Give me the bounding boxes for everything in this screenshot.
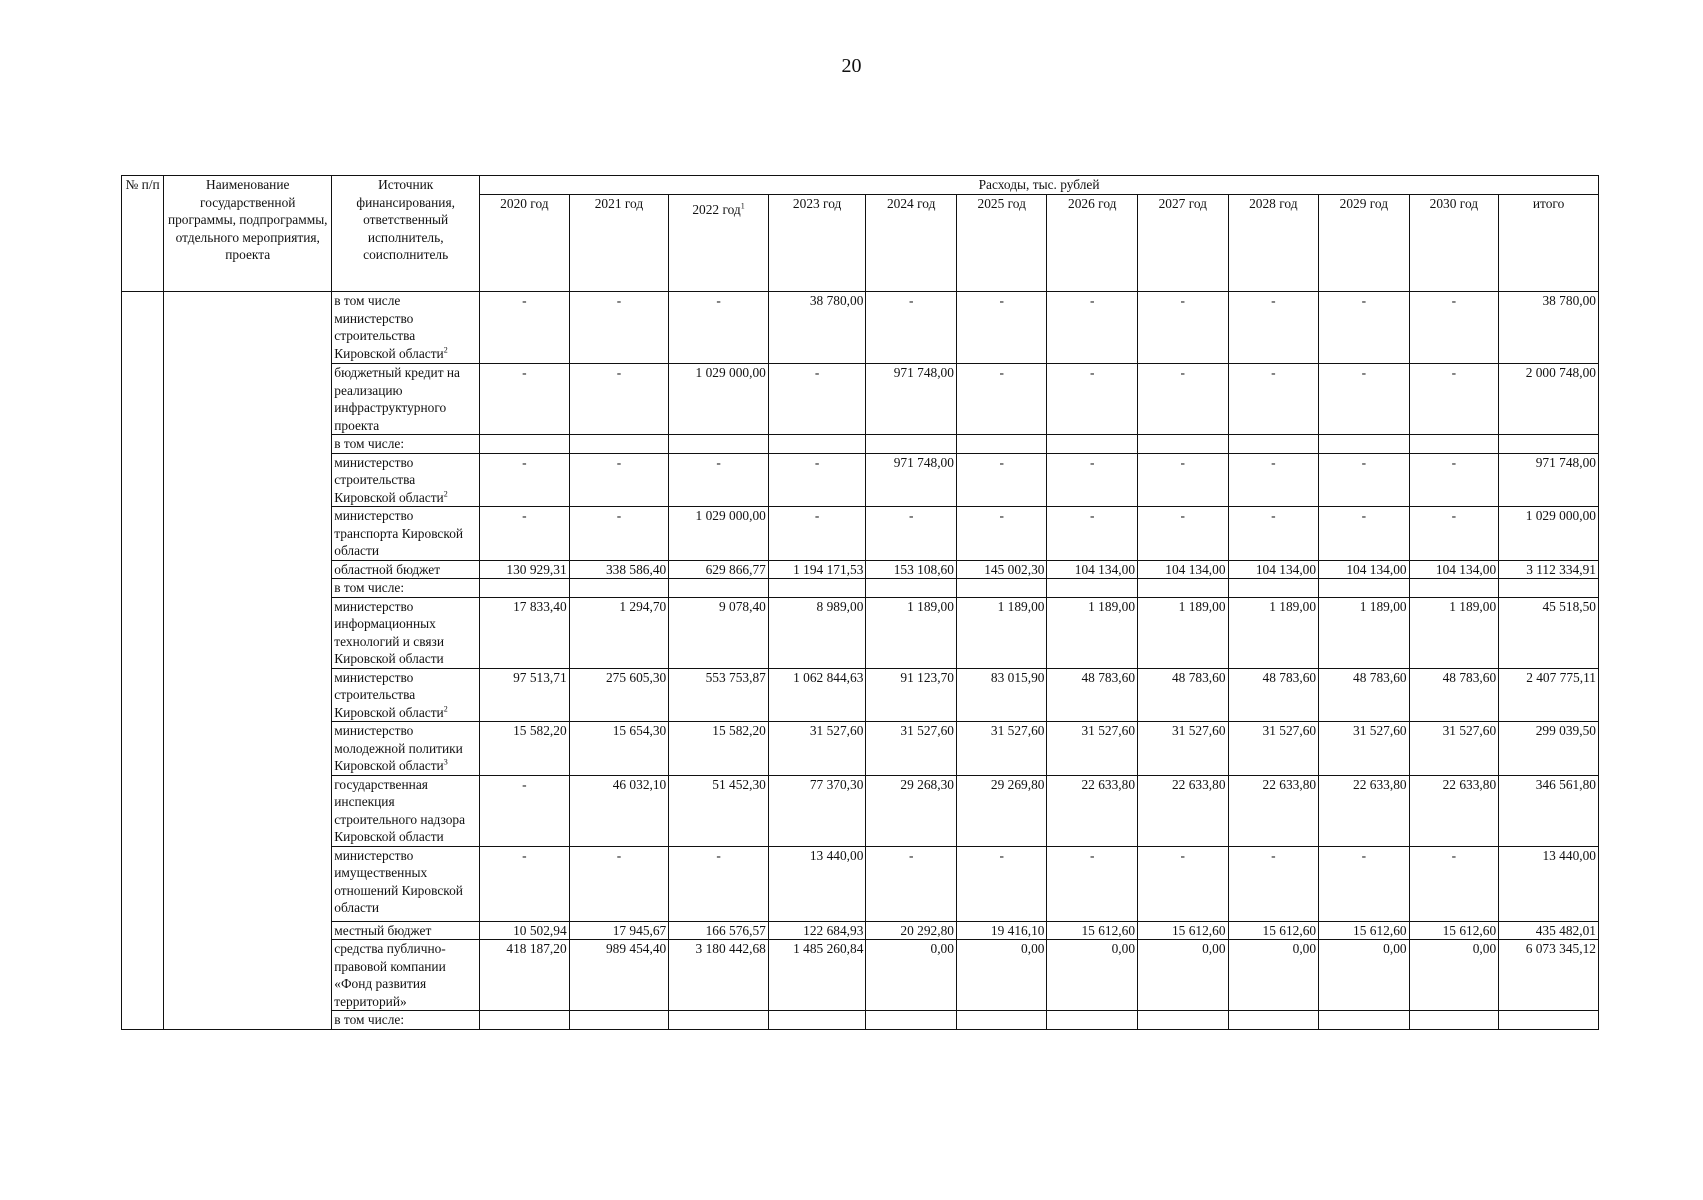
funding-source-cell — [332, 453, 480, 507]
amount-cell: - — [1047, 846, 1138, 921]
amount-cell — [669, 579, 769, 598]
amount-cell: 31 527,60 — [1319, 722, 1410, 776]
header-name: Наименование государственной программы, подпрограммы, отдельного мероприятия, проекта — [164, 176, 332, 292]
amount-cell — [480, 1011, 570, 1030]
table-header — [122, 176, 1599, 292]
amount-cell: - — [956, 846, 1047, 921]
amount-cell: 15 582,20 — [669, 722, 769, 776]
amount-cell: 122 684,93 — [768, 921, 866, 940]
amount-cell: 48 783,60 — [1409, 668, 1499, 722]
amount-cell: - — [1409, 292, 1499, 364]
header-year-3 — [768, 195, 866, 292]
table-row — [122, 921, 1599, 940]
amount-cell: 48 783,60 — [1047, 668, 1138, 722]
funding-source-cell — [332, 435, 480, 454]
amount-cell: 22 633,80 — [1409, 775, 1499, 846]
funding-source-cell — [332, 921, 480, 940]
amount-cell — [1138, 1011, 1229, 1030]
header-year-label: 2022 год — [692, 202, 741, 217]
amount-cell — [866, 579, 957, 598]
amount-cell — [480, 579, 570, 598]
funding-source-cell — [332, 775, 480, 846]
table-row — [122, 364, 1599, 435]
table-row — [122, 579, 1599, 598]
funding-source-label: в том числе: — [334, 436, 405, 451]
amount-cell: 15 612,60 — [1047, 921, 1138, 940]
amount-cell — [569, 579, 669, 598]
amount-cell: 97 513,71 — [480, 668, 570, 722]
amount-cell: - — [956, 453, 1047, 507]
amount-cell: 91 123,70 — [866, 668, 957, 722]
amount-cell: 2 000 748,00 — [1499, 364, 1599, 435]
amount-cell: - — [480, 507, 570, 561]
header-year-label: 2024 год — [886, 196, 936, 211]
amount-cell: 31 527,60 — [1047, 722, 1138, 776]
amount-cell: - — [1047, 292, 1138, 364]
amount-cell: - — [1138, 507, 1229, 561]
amount-cell: - — [569, 846, 669, 921]
amount-cell — [1319, 435, 1410, 454]
amount-cell: - — [1228, 292, 1319, 364]
amount-cell — [1228, 1011, 1319, 1030]
amount-cell: 22 633,80 — [1047, 775, 1138, 846]
amount-cell: 104 134,00 — [1047, 560, 1138, 579]
funding-source-cell — [332, 579, 480, 598]
amount-cell: - — [866, 292, 957, 364]
header-year-10 — [1409, 195, 1499, 292]
amount-cell: 435 482,01 — [1499, 921, 1599, 940]
amount-cell: - — [569, 507, 669, 561]
amount-cell: 46 032,10 — [569, 775, 669, 846]
amount-cell — [956, 1011, 1047, 1030]
amount-cell: - — [480, 775, 570, 846]
amount-cell: 29 268,30 — [866, 775, 957, 846]
funding-source-cell — [332, 507, 480, 561]
amount-cell: - — [956, 292, 1047, 364]
funding-source-label: министерство строительства Кировской области — [334, 454, 444, 505]
funding-source-label: государственная инспекция строительного надзора Кировской области — [334, 776, 466, 844]
funding-source-label: в том числе: — [334, 580, 405, 595]
amount-cell: 1 194 171,53 — [768, 560, 866, 579]
amount-cell: 31 527,60 — [768, 722, 866, 776]
funding-source-cell — [332, 597, 480, 668]
amount-cell: 31 527,60 — [1409, 722, 1499, 776]
amount-cell: 1 294,70 — [569, 597, 669, 668]
amount-cell: - — [1228, 364, 1319, 435]
amount-cell: - — [1228, 846, 1319, 921]
table-row — [122, 597, 1599, 668]
amount-cell — [768, 1011, 866, 1030]
amount-cell — [866, 1011, 957, 1030]
amount-cell — [1409, 435, 1499, 454]
amount-cell: 15 582,20 — [480, 722, 570, 776]
amount-cell: 17 833,40 — [480, 597, 570, 668]
funding-source-cell — [332, 560, 480, 579]
amount-cell — [1047, 1011, 1138, 1030]
funding-source-label: областной бюджет — [334, 561, 441, 577]
amount-cell — [1228, 435, 1319, 454]
amount-cell: - — [1047, 453, 1138, 507]
funding-source-label: средства публично-правовой компании «Фонд развития территорий» — [334, 941, 446, 1009]
amount-cell: 15 654,30 — [569, 722, 669, 776]
table-row — [122, 453, 1599, 507]
amount-cell: - — [956, 507, 1047, 561]
footnote-mark: 2 — [443, 489, 448, 499]
amount-cell: 48 783,60 — [1319, 668, 1410, 722]
amount-cell: 553 753,87 — [669, 668, 769, 722]
header-year-label: 2030 год — [1429, 196, 1479, 211]
amount-cell: 1 189,00 — [1228, 597, 1319, 668]
amount-cell: 0,00 — [1409, 940, 1499, 1011]
header-year-label: 2020 год — [500, 196, 549, 211]
amount-cell: 1 189,00 — [1409, 597, 1499, 668]
amount-cell: 989 454,40 — [569, 940, 669, 1011]
amount-cell: - — [1047, 364, 1138, 435]
funding-source-label: бюджетный кредит на реализацию инфраструктурного проекта — [334, 365, 461, 433]
amount-cell: 15 612,60 — [1409, 921, 1499, 940]
amount-cell: 38 780,00 — [1499, 292, 1599, 364]
amount-cell: - — [480, 364, 570, 435]
amount-cell — [1409, 579, 1499, 598]
amount-cell: 19 416,10 — [956, 921, 1047, 940]
header-year-label: 2021 год — [594, 196, 644, 211]
funding-source-label: министерство информационных технологий и связи Кировской области — [334, 598, 445, 666]
amount-cell: - — [1319, 292, 1410, 364]
amount-cell: - — [956, 364, 1047, 435]
program-name-cell — [164, 292, 332, 1030]
table-row — [122, 846, 1599, 921]
amount-cell: - — [1319, 453, 1410, 507]
amount-cell: 1 189,00 — [1138, 597, 1229, 668]
funding-source-cell — [332, 722, 480, 776]
amount-cell: 0,00 — [956, 940, 1047, 1011]
amount-cell: 153 108,60 — [866, 560, 957, 579]
amount-cell: - — [1409, 453, 1499, 507]
footnote-mark: 3 — [443, 757, 448, 767]
footnote-mark: 2 — [443, 345, 448, 355]
amount-cell: 2 407 775,11 — [1499, 668, 1599, 722]
amount-cell: - — [768, 507, 866, 561]
header-year-label: 2028 год — [1249, 196, 1298, 211]
amount-cell: - — [1409, 507, 1499, 561]
footnote-mark: 1 — [740, 201, 745, 211]
funding-source-label: в том числе: — [334, 1012, 405, 1027]
amount-cell — [956, 435, 1047, 454]
amount-cell: - — [480, 453, 570, 507]
amount-cell — [1409, 1011, 1499, 1030]
amount-cell: 1 029 000,00 — [1499, 507, 1599, 561]
amount-cell — [1499, 579, 1599, 598]
table-body — [122, 292, 1599, 1030]
amount-cell: 31 527,60 — [956, 722, 1047, 776]
amount-cell — [669, 435, 769, 454]
amount-cell: - — [866, 846, 957, 921]
header-year-11 — [1499, 195, 1599, 292]
amount-cell: 1 189,00 — [866, 597, 957, 668]
amount-cell: - — [1138, 364, 1229, 435]
amount-cell: - — [480, 292, 570, 364]
amount-cell: 971 748,00 — [1499, 453, 1599, 507]
amount-cell — [1319, 1011, 1410, 1030]
amount-cell: 0,00 — [1047, 940, 1138, 1011]
funding-source-label: в том числе министерство строительства Кировской области — [334, 293, 444, 361]
amount-cell: 15 612,60 — [1228, 921, 1319, 940]
header-year-label: 2026 год — [1068, 196, 1117, 211]
amount-cell: 83 015,90 — [956, 668, 1047, 722]
amount-cell: - — [768, 453, 866, 507]
amount-cell: - — [1319, 364, 1410, 435]
amount-cell — [669, 1011, 769, 1030]
amount-cell: 22 633,80 — [1138, 775, 1229, 846]
amount-cell: 22 633,80 — [1319, 775, 1410, 846]
table-row — [122, 560, 1599, 579]
amount-cell: - — [1138, 453, 1229, 507]
amount-cell: 48 783,60 — [1138, 668, 1229, 722]
amount-cell: - — [1319, 846, 1410, 921]
funding-source-label: министерство молодежной политики Кировской области — [334, 723, 463, 773]
amount-cell: 104 134,00 — [1409, 560, 1499, 579]
amount-cell: 971 748,00 — [866, 453, 957, 507]
header-source: Источник финансирования, ответственный исполнитель, соисполнитель — [332, 176, 480, 292]
amount-cell: 9 078,40 — [669, 597, 769, 668]
amount-cell: 418 187,20 — [480, 940, 570, 1011]
amount-cell: - — [768, 364, 866, 435]
table-row — [122, 775, 1599, 846]
amount-cell — [1228, 579, 1319, 598]
header-year-2 — [669, 195, 769, 292]
funding-source-cell — [332, 846, 480, 921]
amount-cell: 13 440,00 — [768, 846, 866, 921]
amount-cell: 145 002,30 — [956, 560, 1047, 579]
amount-cell: 971 748,00 — [866, 364, 957, 435]
funding-source-label: министерство строительства Кировской области — [334, 669, 444, 720]
footnote-mark: 2 — [443, 704, 448, 714]
amount-cell — [480, 435, 570, 454]
table-row — [122, 1011, 1599, 1030]
amount-cell: 45 518,50 — [1499, 597, 1599, 668]
budget-table — [121, 175, 1599, 1030]
header-year-8 — [1228, 195, 1319, 292]
amount-cell: - — [1228, 507, 1319, 561]
header-year-label: итого — [1532, 196, 1565, 211]
amount-cell: 48 783,60 — [1228, 668, 1319, 722]
amount-cell: 299 039,50 — [1499, 722, 1599, 776]
amount-cell — [1047, 579, 1138, 598]
amount-cell: - — [1409, 364, 1499, 435]
amount-cell — [1138, 579, 1229, 598]
amount-cell — [1319, 579, 1410, 598]
header-year-label: 2023 год — [792, 196, 842, 211]
amount-cell — [768, 579, 866, 598]
table-row — [122, 722, 1599, 776]
amount-cell: 0,00 — [1138, 940, 1229, 1011]
amount-cell: 13 440,00 — [1499, 846, 1599, 921]
amount-cell: - — [1319, 507, 1410, 561]
amount-cell: 275 605,30 — [569, 668, 669, 722]
amount-cell: 77 370,30 — [768, 775, 866, 846]
amount-cell: 1 029 000,00 — [669, 364, 769, 435]
page-number: 20 — [841, 55, 862, 77]
header-year-6 — [1047, 195, 1138, 292]
funding-source-label: местный бюджет — [334, 922, 432, 938]
funding-source-label: министерство транспорта Кировской области — [334, 508, 464, 558]
amount-cell: 3 180 442,68 — [669, 940, 769, 1011]
amount-cell: 22 633,80 — [1228, 775, 1319, 846]
amount-cell: 130 929,31 — [480, 560, 570, 579]
amount-cell: 338 586,40 — [569, 560, 669, 579]
header-year-label: 2029 год — [1339, 196, 1389, 211]
amount-cell: - — [1138, 846, 1229, 921]
table-row — [122, 668, 1599, 722]
amount-cell — [569, 1011, 669, 1030]
amount-cell: 1 189,00 — [1047, 597, 1138, 668]
amount-cell: 104 134,00 — [1319, 560, 1410, 579]
amount-cell — [1047, 435, 1138, 454]
amount-cell: - — [669, 292, 769, 364]
amount-cell: - — [480, 846, 570, 921]
amount-cell: - — [1228, 453, 1319, 507]
amount-cell — [569, 435, 669, 454]
header-year-0 — [480, 195, 570, 292]
amount-cell: 629 866,77 — [669, 560, 769, 579]
amount-cell: 31 527,60 — [1228, 722, 1319, 776]
amount-cell: 31 527,60 — [866, 722, 957, 776]
amount-cell: - — [569, 453, 669, 507]
amount-cell — [866, 435, 957, 454]
table-row — [122, 292, 1599, 364]
amount-cell — [768, 435, 866, 454]
funding-source-label: министерство имущественных отношений Кировской области — [334, 847, 463, 915]
amount-cell: - — [1138, 292, 1229, 364]
amount-cell: 1 189,00 — [956, 597, 1047, 668]
amount-cell: 31 527,60 — [1138, 722, 1229, 776]
amount-cell: 6 073 345,12 — [1499, 940, 1599, 1011]
amount-cell — [956, 579, 1047, 598]
amount-cell: 166 576,57 — [669, 921, 769, 940]
amount-cell: 15 612,60 — [1138, 921, 1229, 940]
row-number-cell — [122, 292, 164, 1030]
amount-cell: 29 269,80 — [956, 775, 1047, 846]
amount-cell: 38 780,00 — [768, 292, 866, 364]
header-year-1 — [569, 195, 669, 292]
table-row — [122, 435, 1599, 454]
amount-cell: - — [569, 292, 669, 364]
amount-cell: 3 112 334,91 — [1499, 560, 1599, 579]
header-expenses: Расходы, тыс. рублей — [480, 176, 1599, 195]
table-row — [122, 507, 1599, 561]
amount-cell: 10 502,94 — [480, 921, 570, 940]
amount-cell — [1138, 435, 1229, 454]
amount-cell: 0,00 — [1228, 940, 1319, 1011]
funding-source-cell — [332, 292, 480, 364]
header-year-9 — [1319, 195, 1410, 292]
amount-cell: 17 945,67 — [569, 921, 669, 940]
funding-source-cell — [332, 1011, 480, 1030]
header-year-5 — [956, 195, 1047, 292]
amount-cell: - — [669, 453, 769, 507]
amount-cell: 1 062 844,63 — [768, 668, 866, 722]
header-year-7 — [1138, 195, 1229, 292]
amount-cell: 104 134,00 — [1228, 560, 1319, 579]
funding-source-cell — [332, 364, 480, 435]
funding-source-cell — [332, 668, 480, 722]
header-year-4 — [866, 195, 957, 292]
amount-cell: 51 452,30 — [669, 775, 769, 846]
amount-cell: - — [866, 507, 957, 561]
amount-cell: 104 134,00 — [1138, 560, 1229, 579]
funding-source-cell — [332, 940, 480, 1011]
table-row — [122, 940, 1599, 1011]
amount-cell: 1 485 260,84 — [768, 940, 866, 1011]
amount-cell: - — [1409, 846, 1499, 921]
amount-cell: 0,00 — [866, 940, 957, 1011]
header-year-label: 2025 год — [977, 196, 1026, 211]
amount-cell: - — [569, 364, 669, 435]
amount-cell: - — [669, 846, 769, 921]
amount-cell: 15 612,60 — [1319, 921, 1410, 940]
amount-cell: 0,00 — [1319, 940, 1410, 1011]
amount-cell — [1499, 1011, 1599, 1030]
amount-cell: 8 989,00 — [768, 597, 866, 668]
amount-cell: 346 561,80 — [1499, 775, 1599, 846]
header-num: № п/п — [122, 176, 164, 292]
amount-cell: 1 189,00 — [1319, 597, 1410, 668]
amount-cell: 1 029 000,00 — [669, 507, 769, 561]
amount-cell — [1499, 435, 1599, 454]
amount-cell: - — [1047, 507, 1138, 561]
header-year-label: 2027 год — [1158, 196, 1207, 211]
amount-cell: 20 292,80 — [866, 921, 957, 940]
